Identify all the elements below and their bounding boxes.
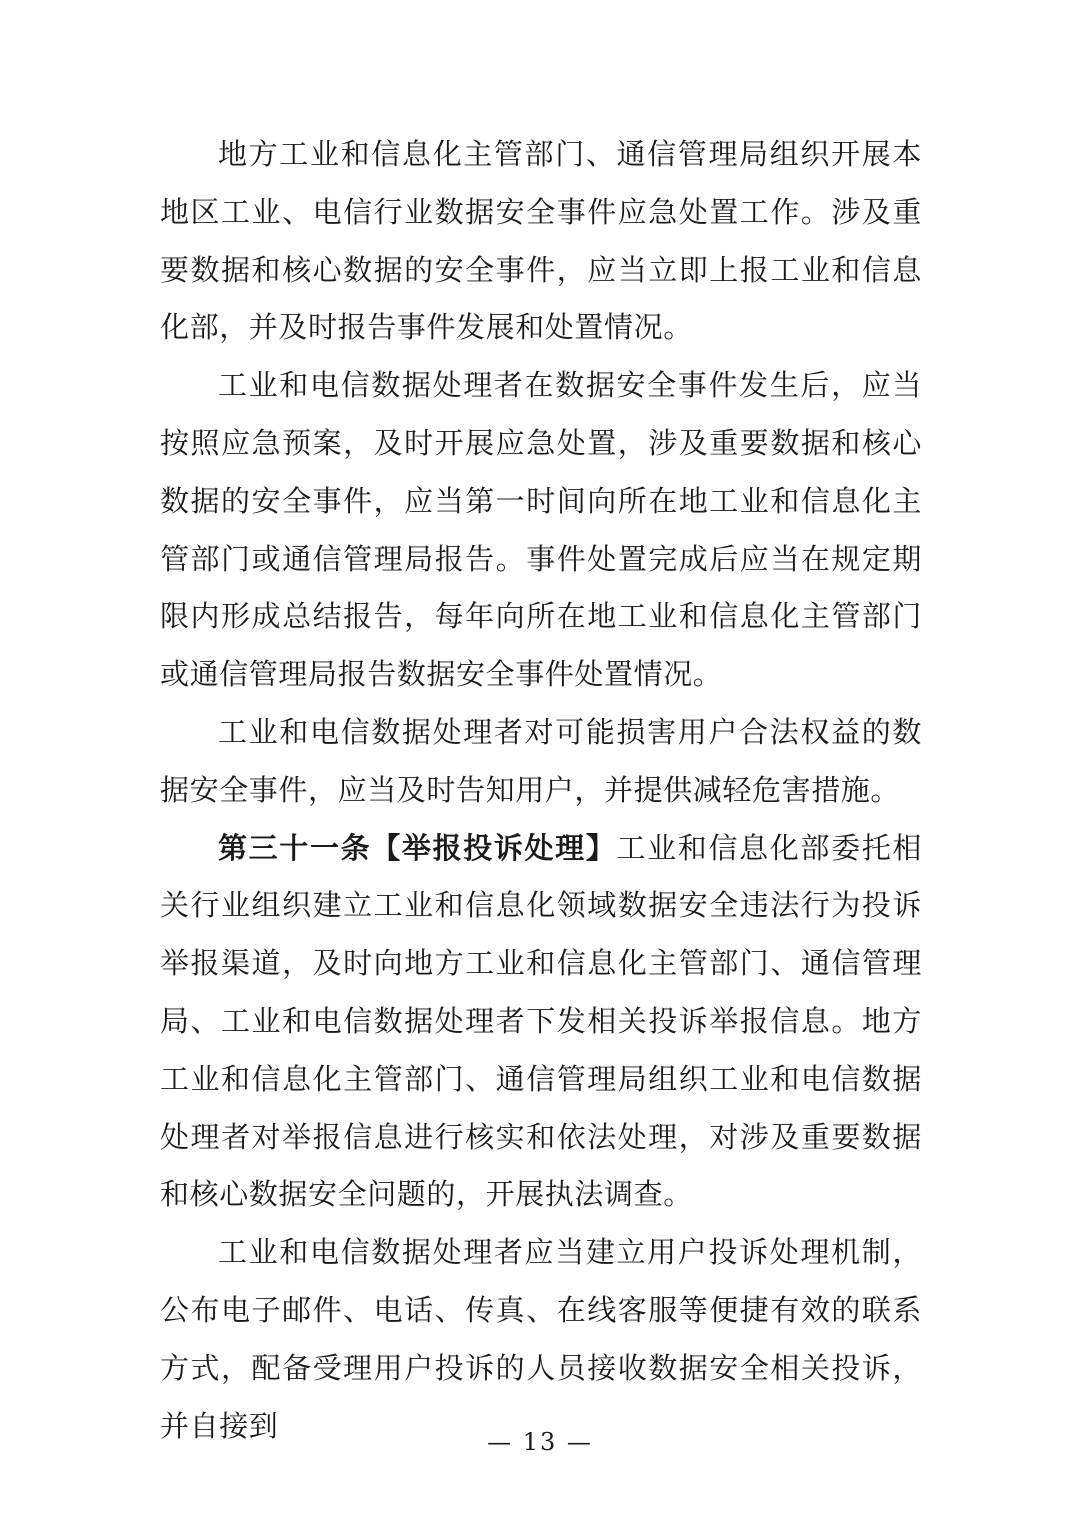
page-number: — 13 — xyxy=(487,1428,593,1456)
paragraph-1: 地方工业和信息化主管部门、通信管理局组织开展本地区工业、电信行业数据安全事件应急处置工作。涉及重要数据和核心数据的安全事件，应当立即上报工业和信息化部，并及时报告事件发展和处置情况。 xyxy=(160,137,922,345)
paragraph-3: 工业和电信数据处理者对可能损害用户合法权益的数据安全事件，应当及时告知用户，并提供减轻危害措施。 xyxy=(160,714,922,807)
document-body xyxy=(160,126,922,1455)
article-31-text: 工业和信息化部委托相关行业组织建立工业和信息化领域数据安全违法行为投诉举报渠道，及时向地方工业和信息化主管部门、通信管理局、工业和电信数据处理者下发相关投诉举报信息。地方工业和信息化主管部门、通信管理局组织工业和电信数据处理者对举报信息进行核实和依法处理，对涉及重要数据和核心数据安全问题的，开展执法调查。 xyxy=(160,830,922,1212)
article-31-heading: 第三十一条【举报投诉处理】 xyxy=(218,830,617,865)
article-31-paragraph xyxy=(160,820,922,1225)
paragraph-5: 工业和电信数据处理者应当建立用户投诉处理机制，公布电子邮件、电话、传真、在线客服等便捷有效的联系方式，配备受理用户投诉的人员接收数据安全相关投诉，并自接到 xyxy=(160,1235,922,1443)
paragraph-2: 工业和电信数据处理者在数据安全事件发生后，应当按照应急预案，及时开展应急处置，涉及重要数据和核心数据的安全事件，应当第一时间向所在地工业和信息化主管部门或通信管理局报告。事件处置完成后应当在规定期限内形成总结报告，每年向所在地工业和信息化主管部门或通信管理局报告数据安全事件处置情况。 xyxy=(160,368,922,692)
